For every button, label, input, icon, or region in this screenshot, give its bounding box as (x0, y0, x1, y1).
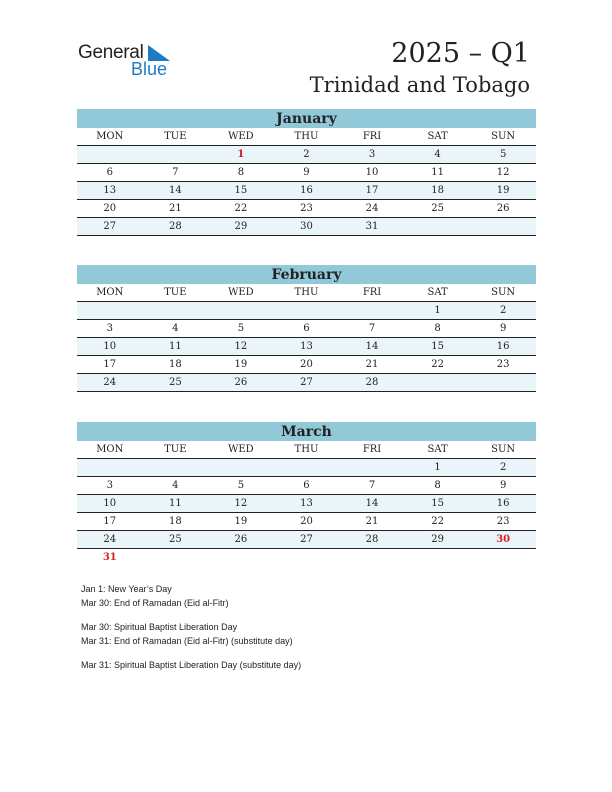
date-cell: 7 (368, 480, 376, 491)
date-cell: 2 (303, 149, 310, 160)
date-cell (143, 549, 209, 566)
weekday-label: FRI (362, 444, 382, 455)
month-header: January (77, 109, 536, 128)
date-cell: 10 (103, 341, 117, 352)
weekday-header-row (77, 441, 536, 459)
week-row (77, 146, 536, 164)
date-cell: 11 (168, 341, 182, 352)
logo-blue-text: Blue (131, 59, 168, 79)
date-cell (470, 549, 536, 566)
week-row (77, 513, 536, 531)
date-cell: 23 (300, 203, 313, 214)
date-cell (143, 146, 209, 163)
date-cell: 27 (103, 221, 117, 232)
holiday-note: Mar 30: End of Ramadan (Eid al-Fitr) (81, 598, 229, 608)
date-cell: 21 (365, 516, 379, 527)
weekday-label: TUE (164, 131, 187, 142)
weekday-label: THU (294, 131, 319, 142)
date-cell: 28 (365, 534, 379, 545)
date-cell: 18 (168, 359, 182, 370)
holiday-note: Jan 1: New Year’s Day (81, 584, 172, 594)
date-cell: 1 (434, 305, 441, 316)
date-cell: 14 (365, 498, 379, 509)
date-cell: 25 (168, 534, 182, 545)
date-cell: 10 (365, 167, 379, 178)
date-cell: 26 (234, 534, 248, 545)
date-cell: 14 (168, 185, 182, 196)
date-cell: 17 (103, 359, 117, 370)
date-cell: 6 (303, 480, 310, 491)
date-cell: 12 (234, 341, 248, 352)
date-cell: 15 (234, 185, 248, 196)
month-march (77, 422, 536, 566)
date-cell: 18 (431, 185, 444, 196)
date-cell: 6 (303, 323, 310, 334)
date-cell: 29 (431, 534, 444, 545)
weekday-label: WED (228, 131, 254, 142)
weekday-label: TUE (164, 444, 187, 455)
month-header: February (77, 265, 536, 284)
week-row (77, 356, 536, 374)
date-cell: 18 (168, 516, 182, 527)
date-cell (274, 459, 340, 476)
date-cell (339, 302, 405, 319)
weekday-label: WED (228, 287, 254, 298)
date-cell: 4 (434, 149, 441, 160)
holiday-note: Mar 31: End of Ramadan (Eid al-Fitr) (substitute day) (81, 636, 293, 646)
date-cell: 11 (431, 167, 444, 178)
weekday-label: SAT (427, 131, 448, 142)
date-cell: 28 (168, 221, 182, 232)
page-title: 2025 – Q1 (391, 38, 530, 69)
date-cell: 9 (303, 167, 310, 178)
date-cell (470, 374, 536, 391)
weekday-label: TUE (164, 287, 187, 298)
date-cell: 26 (234, 377, 248, 388)
week-row (77, 531, 536, 549)
date-cell: 3 (368, 149, 376, 160)
holiday-date-cell: 30 (496, 534, 511, 545)
weekday-label: FRI (362, 131, 382, 142)
date-cell: 20 (300, 516, 313, 527)
date-cell: 27 (300, 534, 313, 545)
date-cell: 16 (300, 185, 313, 196)
date-cell (143, 459, 209, 476)
date-cell: 13 (103, 185, 117, 196)
month-january (77, 109, 536, 236)
week-row (77, 320, 536, 338)
date-cell (405, 218, 471, 235)
date-cell: 22 (431, 516, 444, 527)
date-cell: 25 (431, 203, 444, 214)
holiday-note: Mar 31: Spiritual Baptist Liberation Day (substitute day) (81, 660, 302, 670)
date-cell (208, 302, 274, 319)
week-row (77, 218, 536, 236)
weekday-label: MON (96, 287, 124, 298)
date-cell: 25 (168, 377, 182, 388)
date-cell: 19 (234, 516, 248, 527)
date-cell (77, 302, 143, 319)
date-cell: 22 (234, 203, 248, 214)
holiday-notes (81, 582, 301, 672)
date-cell: 21 (168, 203, 182, 214)
date-cell: 2 (499, 305, 507, 316)
weekday-label: MON (96, 131, 124, 142)
date-cell: 12 (496, 167, 510, 178)
date-cell: 13 (300, 498, 313, 509)
date-cell: 20 (103, 203, 117, 214)
date-cell: 1 (434, 462, 441, 473)
date-cell: 9 (499, 323, 507, 334)
date-cell: 4 (172, 323, 179, 334)
date-cell (405, 549, 471, 566)
date-cell: 26 (496, 203, 510, 214)
date-cell (208, 549, 274, 566)
month-header: March (77, 422, 536, 441)
date-cell (77, 459, 143, 476)
weekday-header-row (77, 284, 536, 302)
date-cell: 2 (499, 462, 507, 473)
holiday-note: Mar 30: Spiritual Baptist Liberation Day (81, 622, 238, 632)
weekday-label: MON (96, 444, 124, 455)
date-cell: 27 (300, 377, 313, 388)
date-cell: 20 (300, 359, 313, 370)
date-cell (339, 549, 405, 566)
date-cell (405, 374, 471, 391)
date-cell: 12 (234, 498, 248, 509)
date-cell: 14 (365, 341, 379, 352)
weekday-label: SUN (491, 287, 516, 298)
week-row (77, 338, 536, 356)
date-cell: 24 (103, 377, 117, 388)
date-cell: 23 (496, 359, 510, 370)
date-cell: 28 (365, 377, 379, 388)
date-cell: 5 (237, 323, 245, 334)
date-cell: 17 (103, 516, 117, 527)
date-cell (77, 146, 143, 163)
weekday-label: SUN (491, 131, 516, 142)
date-cell: 30 (300, 221, 313, 232)
date-cell: 16 (496, 498, 510, 509)
date-cell: 31 (365, 221, 379, 232)
date-cell: 24 (103, 534, 117, 545)
week-row (77, 164, 536, 182)
week-row (77, 459, 536, 477)
weekday-label: SUN (491, 444, 516, 455)
weekday-header-row (77, 128, 536, 146)
holiday-date-cell: 1 (237, 149, 245, 160)
week-row (77, 374, 536, 392)
week-row (77, 477, 536, 495)
date-cell: 21 (365, 359, 379, 370)
weekday-label: WED (228, 444, 254, 455)
date-cell: 8 (434, 323, 441, 334)
date-cell: 8 (434, 480, 441, 491)
date-cell: 3 (106, 323, 113, 334)
week-row (77, 200, 536, 218)
country-name: Trinidad and Tobago (309, 73, 530, 97)
date-cell: 29 (234, 221, 248, 232)
date-cell: 3 (106, 480, 113, 491)
week-row (77, 495, 536, 513)
date-cell: 23 (496, 516, 510, 527)
date-cell: 15 (431, 498, 444, 509)
month-february (77, 265, 536, 392)
date-cell: 19 (234, 359, 248, 370)
date-cell (274, 549, 340, 566)
date-cell: 9 (499, 480, 507, 491)
date-cell: 22 (431, 359, 444, 370)
date-cell: 11 (168, 498, 182, 509)
date-cell: 7 (368, 323, 376, 334)
week-row (77, 182, 536, 200)
date-cell: 17 (365, 185, 379, 196)
weekday-label: THU (294, 444, 319, 455)
date-cell: 6 (106, 167, 113, 178)
date-cell: 24 (365, 203, 379, 214)
weekday-label: THU (294, 287, 319, 298)
date-cell: 16 (496, 341, 510, 352)
date-cell: 5 (237, 480, 245, 491)
date-cell: 4 (172, 480, 179, 491)
weekday-label: SAT (427, 444, 448, 455)
date-cell: 19 (496, 185, 510, 196)
date-cell (274, 302, 340, 319)
logo-general-text: General (78, 42, 144, 63)
date-cell (143, 302, 209, 319)
date-cell (339, 459, 405, 476)
weekday-label: SAT (427, 287, 448, 298)
date-cell (208, 459, 274, 476)
date-cell: 15 (431, 341, 444, 352)
weekday-label: FRI (362, 287, 382, 298)
week-row (77, 302, 536, 320)
date-cell: 10 (103, 498, 117, 509)
week-row (77, 549, 536, 566)
holiday-date-cell: 31 (102, 552, 117, 563)
date-cell: 13 (300, 341, 313, 352)
date-cell: 8 (237, 167, 245, 178)
date-cell (470, 218, 536, 235)
date-cell: 5 (499, 149, 507, 160)
date-cell: 7 (172, 167, 179, 178)
